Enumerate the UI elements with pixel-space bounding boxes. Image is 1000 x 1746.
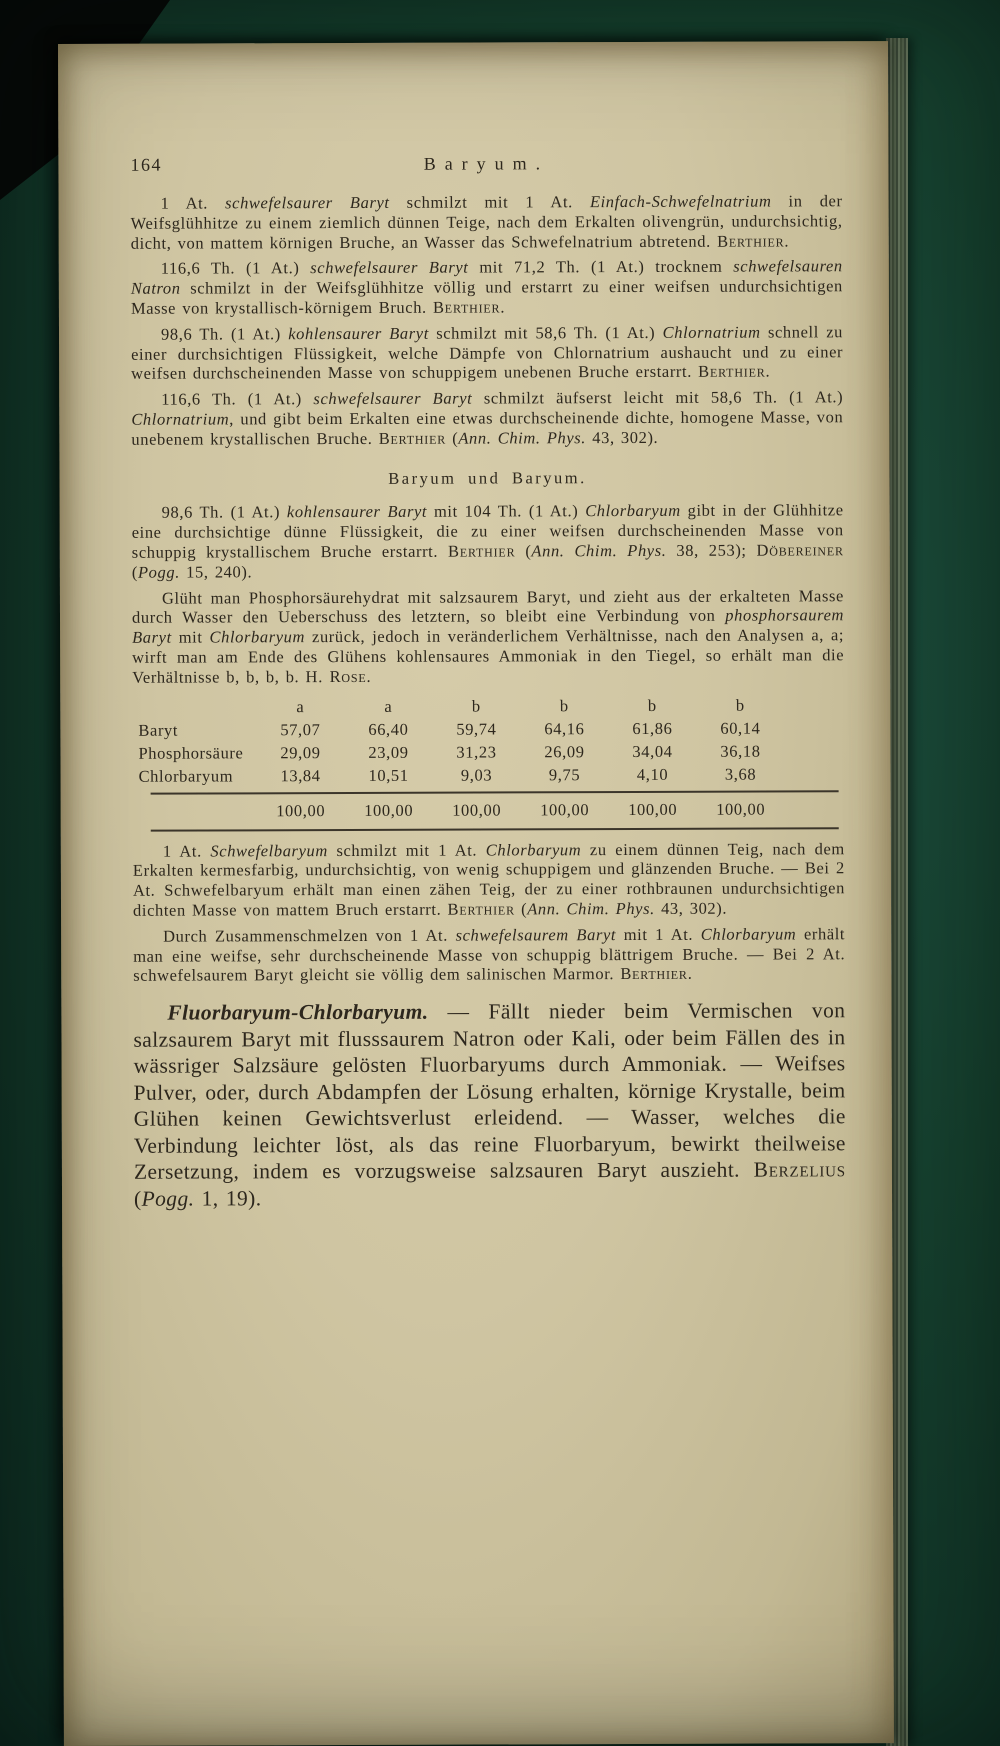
section-heading: Baryum und Baryum.	[388, 467, 587, 488]
table-value: 36,18	[720, 741, 761, 761]
table-value: 31,23	[456, 742, 497, 762]
table-row-phosphorsaeure	[138, 739, 844, 764]
paragraph-8: Durch Zusammenschmelzen von 1 At. schwefelsaurem Baryt mit 1 At. Chlorbaryum erhält man eine weifse, sehr durchscheinende Masse von schuppig blättrigem Bruche. — Bei 2 At. schwefelsaurem Baryt gleicht sie völlig dem salinischen Marmor. Berthier.	[133, 923, 846, 986]
table-value: 59,74	[456, 719, 497, 739]
table-row-baryt	[138, 716, 844, 741]
table-col-header: a	[384, 696, 393, 716]
table-value: 4,10	[636, 764, 669, 784]
paragraph-2: 116,6 Th. (1 At.) schwefelsaurer Baryt mit 71,2 Th. (1 At.) trocknem schwefelsauren Natron schmilzt in der Weifsglühhitze völlig und erstarrt zu einer weifsen undurchsichtigen Masse von krystallisch-körnigem Bruch. Berthier.	[130, 256, 843, 318]
table-value: 29,09	[280, 742, 321, 762]
table-col-header: b	[647, 695, 657, 715]
page-content	[58, 41, 892, 1212]
paragraph-5: 98,6 Th. (1 At.) kohlensaurer Baryt mit 104 Th. (1 At.) Chlorbaryum gibt in der Glühhitze eine durchsichtige dünne Flüssigkeit, die zu einer weifsen durchscheinenden Masse von schuppig krystallischem Bruche erstarrt. Berthier (Ann. Chim. Phys. 38, 253); Döbereiner (Pogg. 15, 240).	[131, 500, 844, 582]
paragraph-6: Glüht man Phosphorsäurehydrat mit salzsaurem Baryt, und zieht aus der erkalteten Masse durch Wasser den Ueberschuss des letztern, so bleibt eine Verbindung von phosphorsaurem Baryt mit Chlorbaryum zurück, jedoch in veränderlichem Verhältnisse, nach den Analysen a, a; wirft man am Ende des Glühens kohlensaures Ammoniak in den Tiegel, so erhält man die Verhältnisse b, b, b, b. H. Rose.	[131, 585, 845, 687]
table-total: 100,00	[276, 800, 326, 820]
table-total: 100,00	[540, 799, 590, 819]
table-total: 100,00	[364, 800, 414, 820]
table-value: 60,14	[720, 718, 761, 738]
row-label: Chlorbaryum	[138, 765, 234, 786]
table-value: 10,51	[368, 765, 409, 785]
table-value: 13,84	[280, 765, 321, 785]
table-value: 64,16	[544, 718, 585, 738]
table-value: 9,75	[548, 764, 581, 784]
table-value: 34,04	[632, 741, 673, 761]
row-label: Phosphorsäure	[138, 742, 244, 763]
page-number: 164	[130, 154, 162, 175]
running-title: Baryum.	[423, 153, 550, 174]
table-value: 57,07	[280, 719, 321, 739]
table-col-header: b	[471, 696, 481, 716]
row-label: Baryt	[138, 720, 179, 740]
table-total-row	[139, 794, 845, 825]
table-header-spacer	[138, 695, 256, 718]
closing-paragraph: Fluorbaryum-Chlorbaryum. — Fällt nieder beim Vermischen von salzsaurem Baryt mit flusssaurem Natron oder Kali, oder beim Fällen des in wässriger Salzsäure gelösten Fluorbaryums durch Ammoniak. — Weifses Pulver, oder, durch Abdampfen der Lösung erhalten, körnige Krystalle, beim Glühen keinen Gewichtsverlust erleidend. — Wasser, welches die Verbindung leichter löst, als das reine Fluorbaryum, bewirkt theilweise Zersetzung, indem es vorzugsweise salzsauren Baryt auszieht. Berzelius (Pogg. 1, 19).	[133, 998, 846, 1211]
table-value: 26,09	[544, 741, 585, 761]
table-value: 66,40	[368, 719, 409, 739]
book-page	[58, 41, 894, 1746]
table-col-header: a	[296, 696, 305, 716]
paragraph-3: 98,6 Th. (1 At.) kohlensaurer Baryt schmilzt mit 58,6 Th. (1 At.) Chlornatrium schnell zu einer durchsichtigen Flüssigkeit, welche Dämpfe von Chlornatrium aushaucht und zu einer weifsen durchscheinenden Masse von schuppigem unebenen Bruche erstarrt. Berthier.	[131, 322, 844, 384]
paragraph-1: 1 At. schwefelsaurer Baryt schmilzt mit 1 At. Einfach-Schwefelnatrium in der Weifsglühhitze zu einem ziemlich dünnen Teige, nach dem Erkalten olivengrün, undurchsichtig, dicht, von mattem körnigen Bruche, an Wasser das Schwefelnatrium abtretend. Berthier.	[130, 191, 843, 253]
table-value: 9,03	[460, 765, 493, 785]
table-value: 3,68	[724, 764, 757, 784]
table-total: 100,00	[452, 799, 502, 820]
page-header	[130, 153, 842, 181]
table-col-header: b	[735, 695, 745, 715]
table-col-header: b	[559, 695, 569, 715]
table-value: 61,86	[632, 718, 673, 738]
paragraph-4: 116,6 Th. (1 At.) schwefelsaurer Baryt schmilzt äufserst leicht mit 58,6 Th. (1 At.) Chlornatrium, und gibt beim Erkalten eine etwas durchscheinende dichte, homogene Masse, von unebenem krystallischen Bruche. Berthier (Ann. Chim. Phys. 43, 302).	[131, 387, 844, 449]
table-row-chlorbaryum	[139, 762, 845, 787]
analysis-table	[138, 693, 844, 831]
table-value: 23,09	[368, 742, 409, 762]
table-rule-bottom	[151, 827, 839, 831]
total-row-spacer	[139, 799, 257, 822]
table-header-row	[138, 693, 844, 718]
table-total: 100,00	[716, 799, 766, 819]
paragraph-7: 1 At. Schwefelbaryum schmilzt mit 1 At. Chlorbaryum zu einem dünnen Teig, nach dem Erkalten kermesfarbig, undurchsichtig, von wenig schuppigem und glänzenden Bruche. — Bei 2 At. Schwefelbaryum erhält man einen zähen Teig, der zu einer rothbraunen undurchsichtigen dichten Masse von mattem Bruch erstarrt. Berthier (Ann. Chim. Phys. 43, 302).	[132, 838, 845, 920]
table-total: 100,00	[628, 799, 678, 819]
